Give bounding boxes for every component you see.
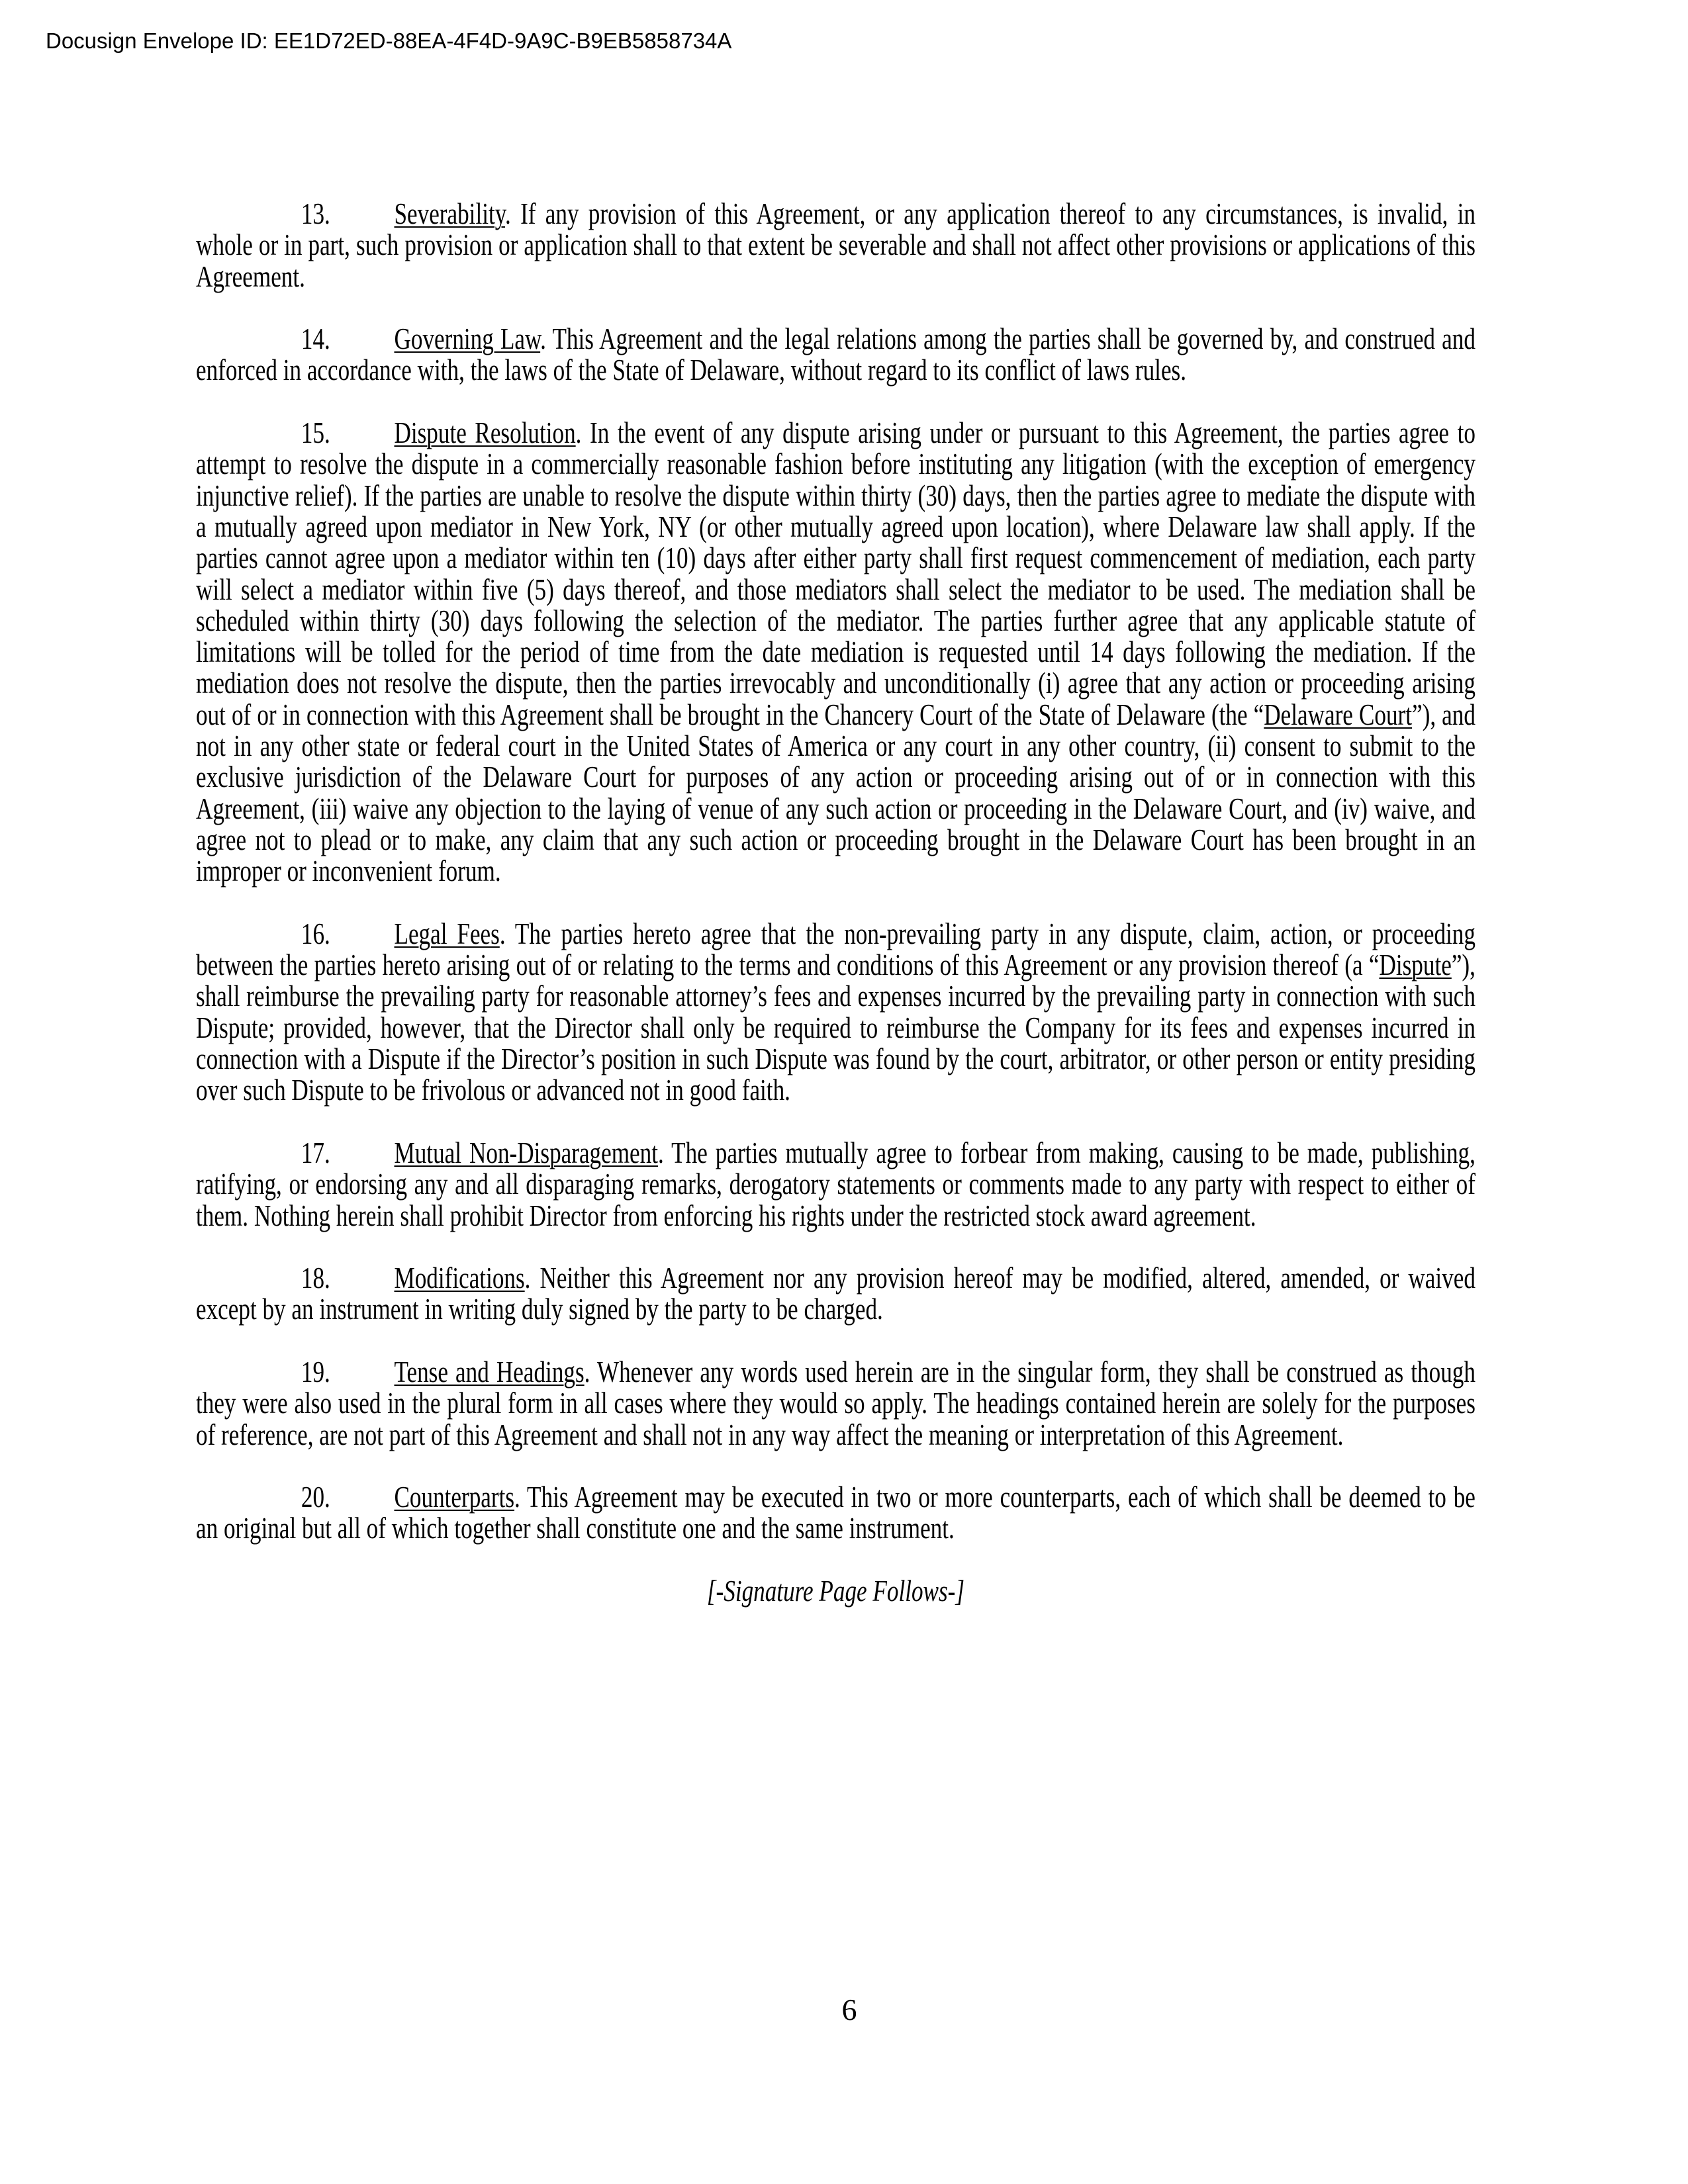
defined-term: Dispute — [1379, 948, 1452, 982]
section-number: 20. — [301, 1480, 330, 1514]
document-body — [196, 198, 1476, 1606]
section-text: . The parties hereto agree that the non-prevailing party in any dispute, claim, action, or proceeding between the parties hereto arising out of or relating to the terms and conditions of this Agreement or any provision thereof (a “ — [196, 916, 1476, 982]
section-non-disparagement — [196, 1137, 1476, 1231]
section-text: . This Agreement and the legal relations among the parties shall be governed by, and construed and enforced in accordance with, the laws of the State of Delaware, without regard to its conflict of laws rules. — [196, 322, 1476, 387]
section-text: . The parties mutually agree to forbear from making, causing to be made, publishing, ratifying, or endorsing any and all disparaging remarks, derogatory statements or comments made to any party with respect to either of them. Nothing herein shall prohibit Director from enforcing his rights under the restricted stock award agreement. — [196, 1135, 1476, 1232]
section-text: ”), and not in any other state or federal court in the United States of America or any court in any other country, (ii) consent to submit to the exclusive jurisdiction of the Delaware Court for purposes of any action or proceeding arising out of or in connection with this Agreement, (iii) waive any objection to the laying of venue of any such action or proceeding in the Delaware Court, and (iv) waive, and agree not to plead or to make, any claim that any such action or proceeding brought in the Delaware Court has been brought in an improper or inconvenient forum. — [196, 697, 1476, 888]
section-modifications — [196, 1262, 1476, 1325]
section-text: ”), shall reimburse the prevailing party for reasonable attorney’s fees and expenses incurred by the prevailing party in connection with such Dispute; provided, however, that the Director shall only be required to reimburse the Company for its fees and expenses incurred in connection with a Dispute if the Director’s position in such Dispute was found by the court, arbitrator, or other person or entity presiding over such Dispute to be frivolous or advanced not in good faith. — [196, 948, 1476, 1107]
section-heading: Dispute Resolution — [394, 416, 576, 450]
section-tense-and-headings — [196, 1356, 1476, 1450]
section-text: . If any provision of this Agreement, or any application thereof to any circumstances, is invalid, in whole or in part, such provision or application shall to that extent be severable and shall not affect other provisions or applications of this Agreement. — [196, 197, 1476, 293]
section-heading: Modifications — [394, 1261, 525, 1295]
section-heading: Counterparts — [394, 1480, 515, 1514]
defined-term: Delaware Court — [1264, 697, 1413, 731]
signature-page-note: [-Signature Page Follows-] — [706, 1574, 965, 1608]
section-number: 17. — [301, 1135, 330, 1169]
section-heading: Tense and Headings — [394, 1354, 585, 1388]
section-legal-fees — [196, 918, 1476, 1106]
section-number: 18. — [301, 1261, 330, 1295]
section-number: 16. — [301, 916, 330, 950]
section-number: 19. — [301, 1354, 330, 1388]
section-number: 13. — [301, 197, 330, 230]
section-heading: Legal Fees — [394, 916, 500, 950]
section-dispute-resolution — [196, 417, 1476, 886]
section-heading: Mutual Non-Disparagement — [394, 1135, 658, 1169]
section-text: . Whenever any words used herein are in the singular form, they shall be construed as though they were also used in the plural form in all cases where they would so apply. The headings contained herein are solely for the purposes of reference, are not part of this Agreement and shall not in any way affect the meaning or interpretation of this Agreement. — [196, 1354, 1476, 1451]
section-number: 14. — [301, 322, 330, 356]
section-heading: Severability — [394, 197, 506, 230]
section-text: . This Agreement may be executed in two or more counterparts, each of which shall be deemed to be an original but all of which together shall constitute one and the same instrument. — [196, 1480, 1476, 1545]
docusign-envelope-id: Docusign Envelope ID: EE1D72ED-88EA-4F4D-9A9C-B9EB5858734A — [46, 28, 732, 53]
section-governing-law — [196, 323, 1476, 386]
page-number: 6 — [841, 1993, 857, 2026]
section-counterparts — [196, 1481, 1476, 1544]
section-heading: Governing Law — [394, 322, 541, 356]
section-text: . In the event of any dispute arising under or pursuant to this Agreement, the parties agree to attempt to resolve the dispute in a commercially reasonable fashion before instituting any litigation (with the exception of emergency injunctive relief). If the parties are unable to resolve the dispute within thirty (30) days, then the parties agree to mediate the dispute with a mutually agreed upon mediator in New York, NY (or other mutually agreed upon location), where Delaware law shall apply. If the parties cannot agree upon a mediator within ten (10) days after either party shall first request commencement of mediation, each party will select a mediator within five (5) days thereof, and those mediators shall select the mediator to be used. The mediation shall be scheduled within thirty (30) days following the selection of the mediator. The parties further agree that any applicable statute of limitations will be tolled for the period of time from the date mediation is requested until 14 days following the mediation. If the mediation does not resolve the dispute, then the parties irrevocably and unconditionally (i) agree that any action or proceeding arising out of or in connection with this Agreement shall be brought in the Chancery Court of the State of Delaware (the “ — [196, 416, 1476, 731]
section-number: 15. — [301, 416, 330, 450]
section-severability — [196, 198, 1476, 292]
section-text: . Neither this Agreement nor any provision hereof may be modified, altered, amended, or waived except by an instrument in writing duly signed by the party to be charged. — [196, 1261, 1476, 1326]
